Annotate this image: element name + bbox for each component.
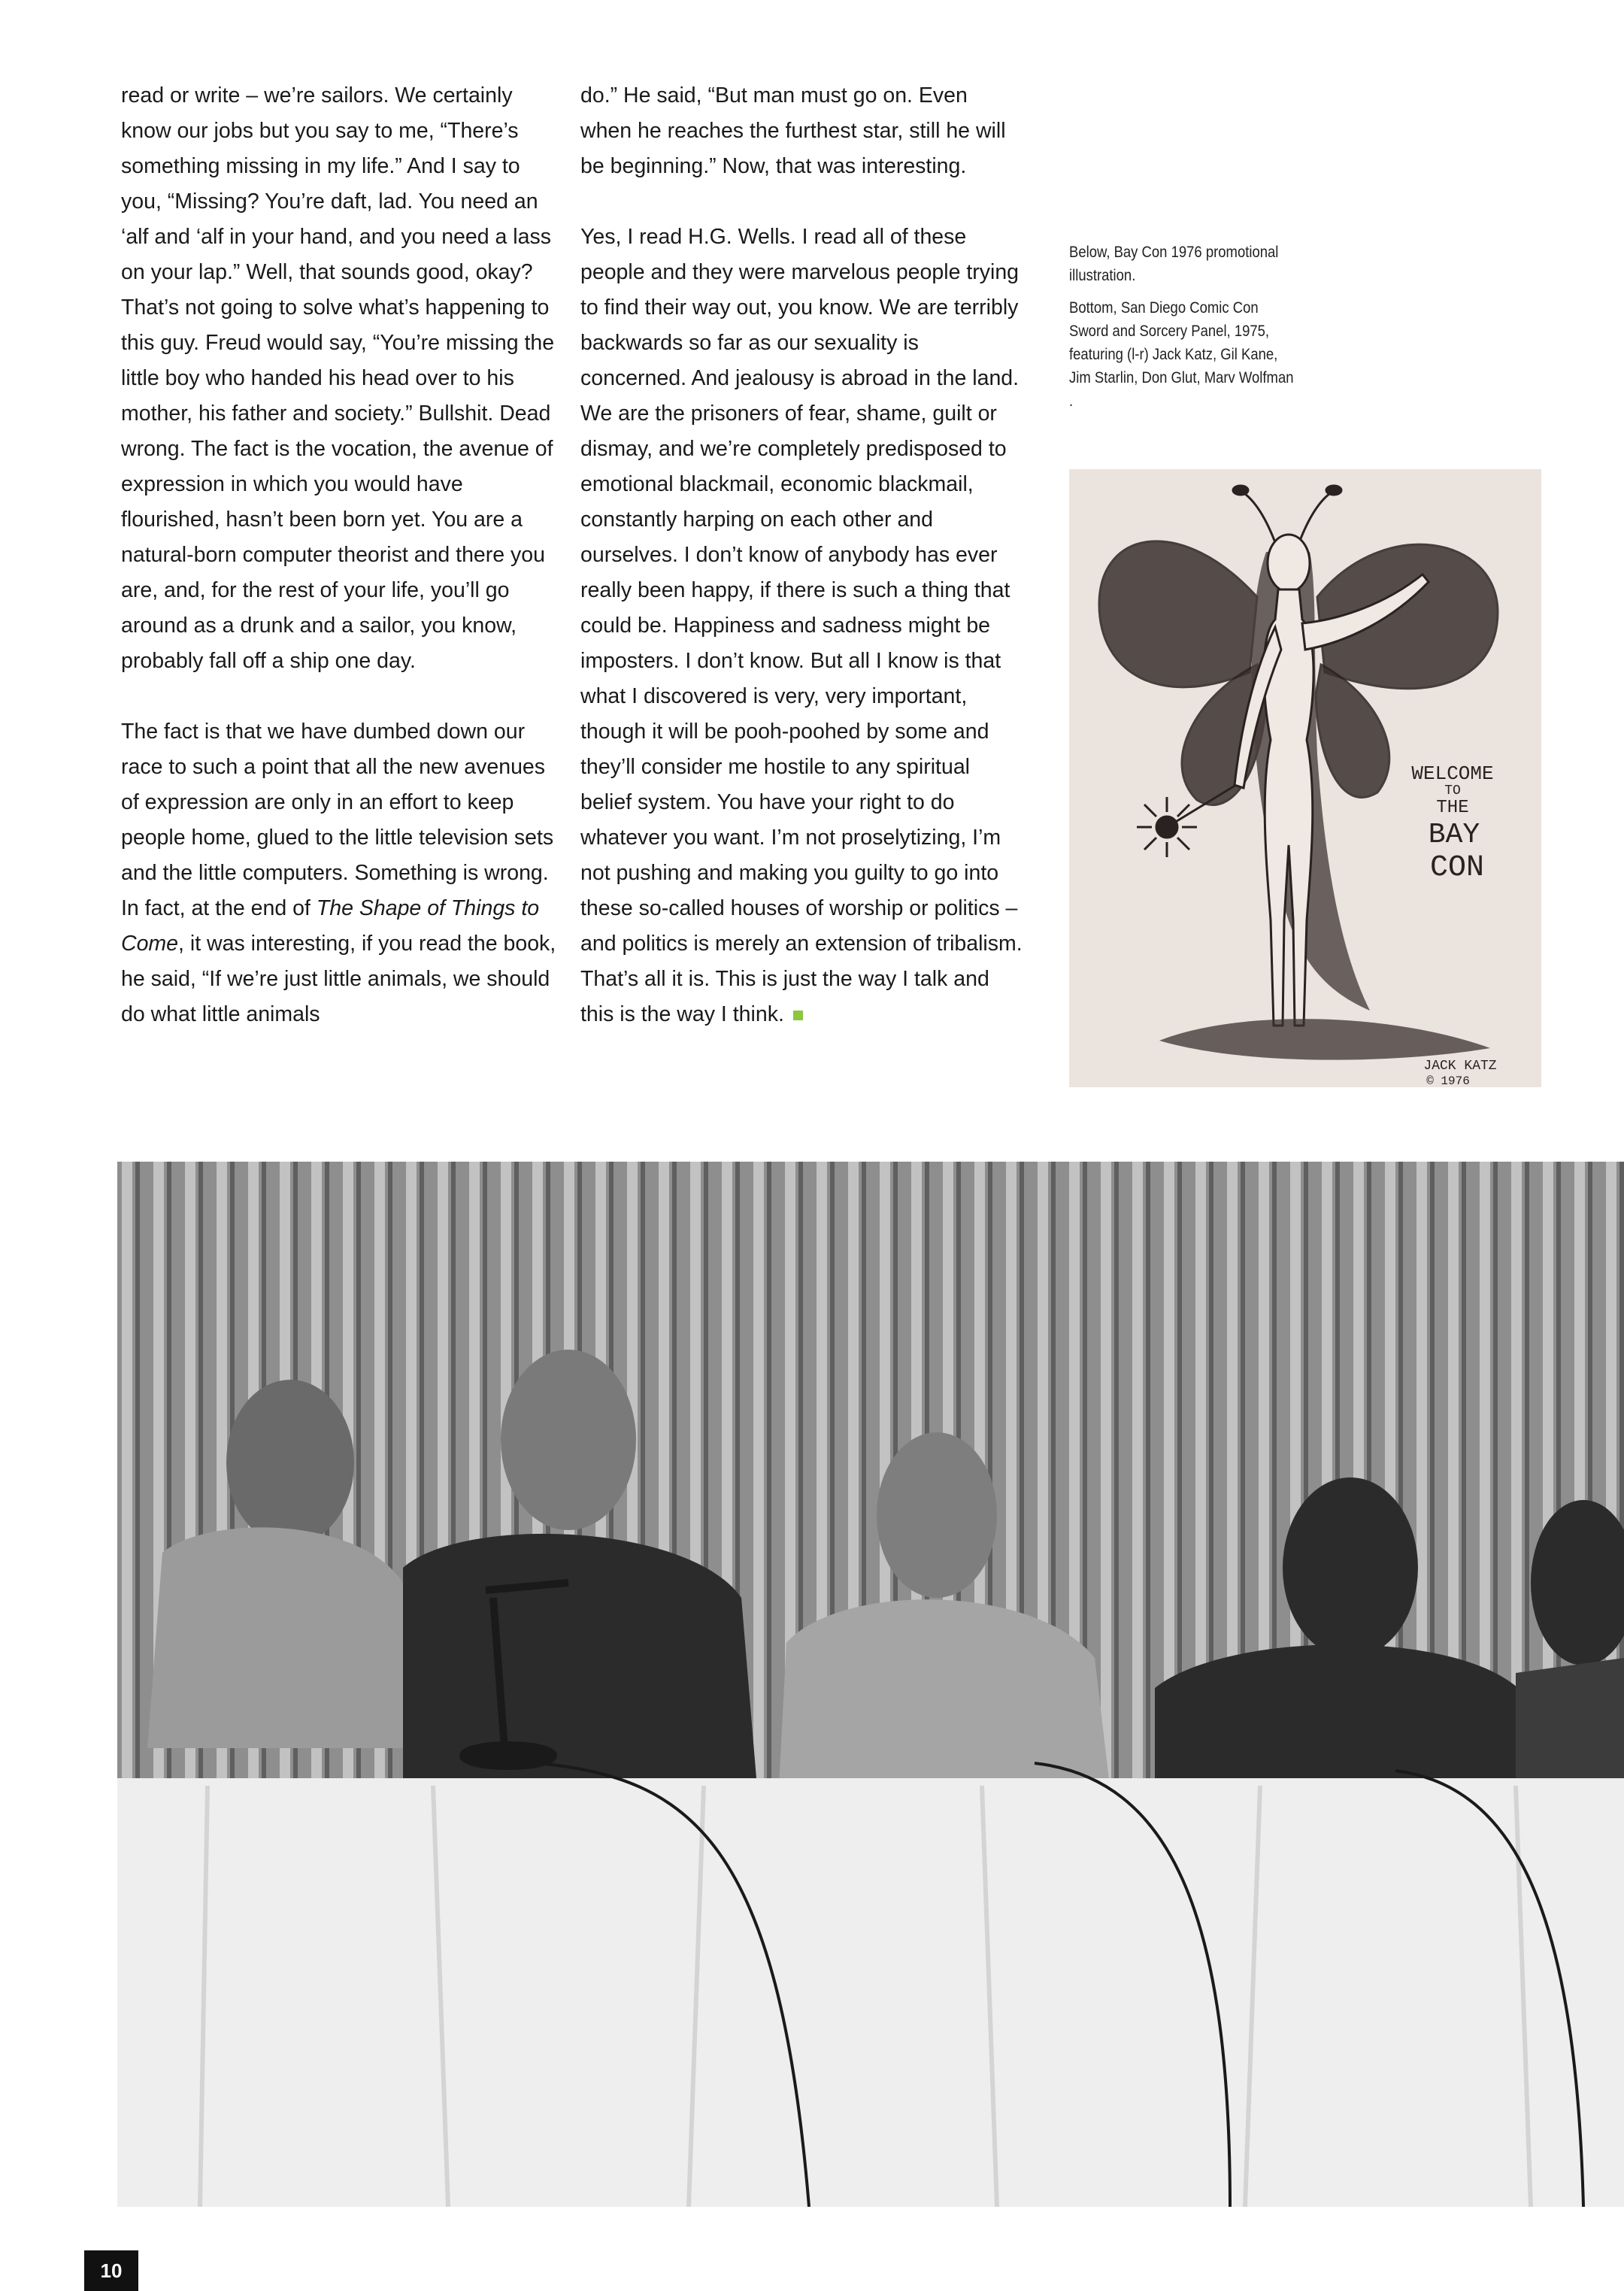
caption-bottom: Bottom, San Diego Comic Con Sword and Sorcery Panel, 1975, featuring (l-r) Jack Katz, Gil Kane, Jim Starlin, Don Glut, Marv Wolfman . (1069, 299, 1294, 410)
col1-paragraph-2 (121, 714, 565, 1032)
end-of-article-mark (793, 1011, 803, 1020)
welcome-text-1: WELCOME (1411, 762, 1494, 785)
bay-con-illustration (1069, 469, 1541, 1087)
fairy-drawing (1069, 469, 1541, 1087)
copyright-mark: © 1976 (1426, 1074, 1470, 1087)
artist-signature: JACK KATZ (1423, 1059, 1497, 1074)
caption-below: Below, Bay Con 1976 promotional illustration. (1069, 244, 1279, 284)
col2-p2-text: Yes, I read H.G. Wells. I read all of these people and they were marvelous people trying to find their way out, you know. We are terribly backwards so far as our sexuality is concerned. And jealousy is abroad in the land. We are the prisoners of fear, shame, guilt or dismay, and we’re completely predisposed to emotional blackmail, economic blackmail, constantly harping on each other and ourselves. I don’t know of anybody has ever really been happy, if there is such a thing that could be. Happiness and sadness might be imposters. I don’t know. But all I know is that what I discovered is very, very important, though it will be pooh-poohed by some and they’ll consider me hostile to any spiritual belief system. You have your right to do whatever you want. I’m not proselytizing, I’m not pushing and making you guilty to go into these so-called houses of worship or politics – and politics is merely an extension of tribalism. That’s all it is. This is just the way I talk and this is the way I think. (580, 225, 1023, 1026)
article-column-1 (121, 78, 565, 1032)
page-number: 10 (84, 2250, 138, 2291)
welcome-text-5: CON (1429, 851, 1485, 885)
welcome-text-3: THE (1436, 798, 1469, 818)
col1-paragraph-1: read or write – we’re sailors. We certainly know our jobs but you say to me, “There’s something missing in my life.” And I say to you, “Missing? You’re daft, lad. You need an ‘alf and ‘alf in your hand, and you need a lass on your lap.” Well, that sounds good, okay? That’s not going to solve what’s happening to this guy. Freud would say, “You’re missing the little boy who handed his head over to his mother, his father and society.” Bullshit. Dead wrong. The fact is the vocation, the avenue of expression in which you would have flourished, hasn’t been born yet. You are a natural-born computer theorist and there you are, and, for the rest of your life, you’ll go around as a drunk and a sailor, you know, probably fall off a ship one day. (121, 83, 555, 673)
panel-photo-drawing (117, 1162, 1624, 2207)
book-title: The Shape of Things to Come (121, 896, 540, 956)
article-column-2 (580, 78, 1024, 1032)
col2-paragraph-2 (580, 220, 1024, 1032)
panel-photo (117, 1162, 1624, 2207)
col1-p2-text-b: , it was interesting, if you read the book, he said, “If we’re just little animals, we should do what little animals (121, 932, 556, 1026)
welcome-text-2: TO (1444, 783, 1461, 799)
col2-paragraph-1: do.” He said, “But man must go on. Even when he reaches the furthest star, still he will be beginning.” Now, that was interesting. (580, 83, 1006, 178)
welcome-text-4: BAY (1428, 819, 1480, 851)
col1-p2-text-a: The fact is that we have dumbed down our race to such a point that all the new avenues of expression are only in an effort to keep people home, glued to the little television sets and the little computers. Something is wrong. In fact, at the end of (121, 720, 554, 920)
image-captions (1069, 241, 1295, 422)
